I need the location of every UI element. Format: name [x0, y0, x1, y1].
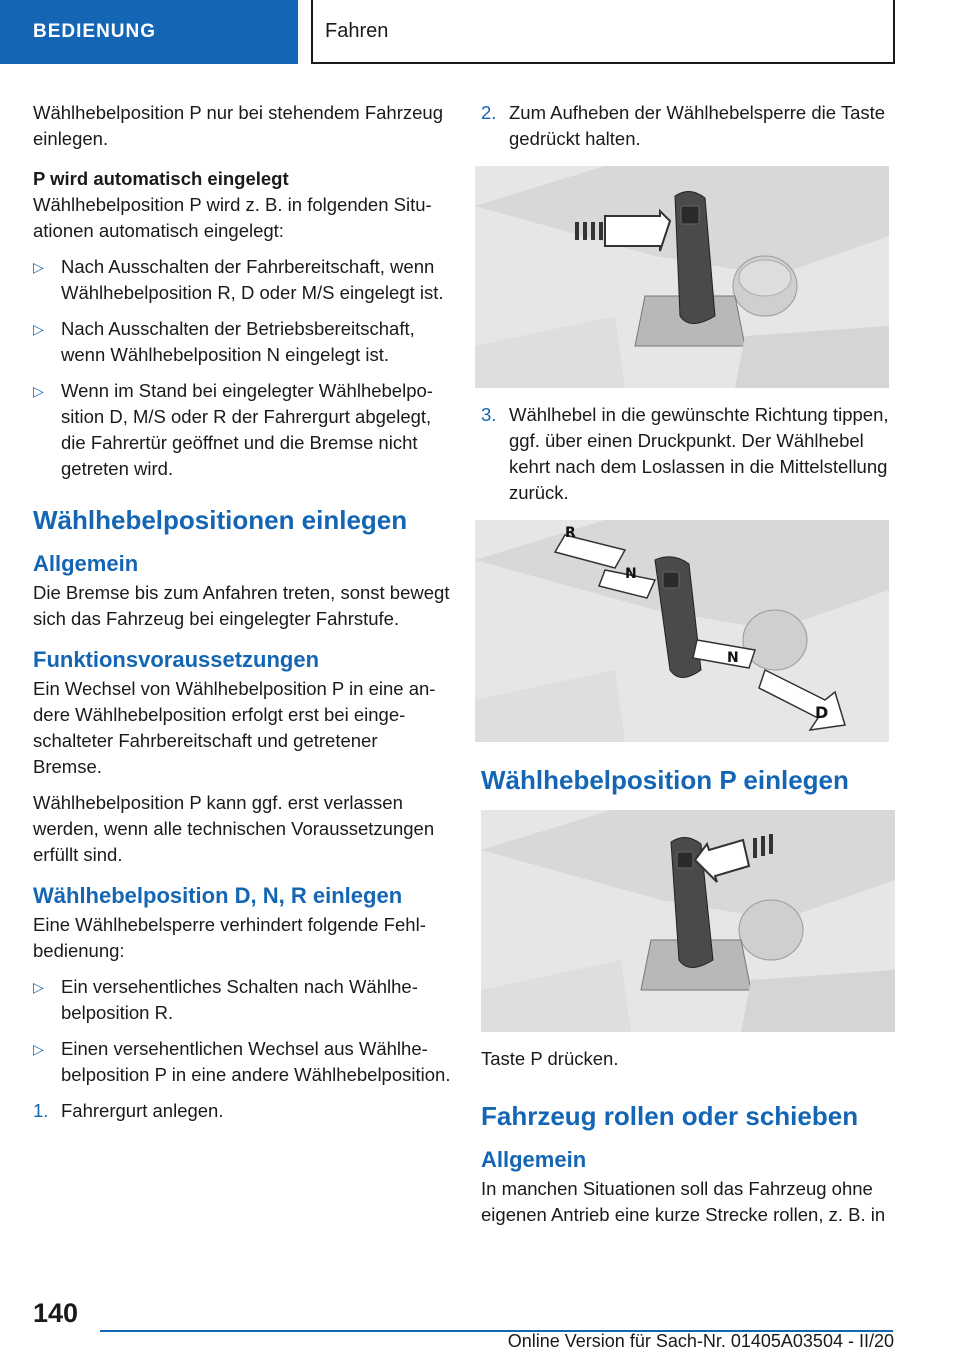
- triangle-bullet-icon: ▷: [33, 1041, 44, 1057]
- main-heading: Wählhebelpositionen einlegen: [33, 505, 408, 535]
- triangle-bullet-icon: ▷: [33, 979, 44, 995]
- step-number: 1.: [33, 1100, 49, 1121]
- triangle-bullet-icon: ▷: [33, 383, 44, 399]
- dnr-text: Eine Wählhebelsperre verhindert folgende Fehlbedienung:: [33, 914, 426, 961]
- direction-label-r: R: [565, 525, 576, 541]
- intro-paragraph: Wählhebelposition P nur bei stehendem Fahrzeug einlegen.: [33, 102, 443, 149]
- list-item: ▷ Einen versehentlichen Wechsel aus Wählhebelposition P in eine andere Wählhebelposition.: [33, 1036, 451, 1088]
- section-tab: [0, 0, 298, 64]
- list-item: ▷ Nach Ausschalten der Betriebsbereitschaft, wenn Wählhebelposition N eingelegt ist.: [33, 316, 451, 368]
- gear-lever-illustration-directions: [475, 520, 889, 742]
- allgemein-heading: Allgemein: [33, 551, 139, 576]
- page-number: 140: [33, 1298, 79, 1328]
- triangle-bullet-icon: ▷: [33, 321, 44, 337]
- triangle-bullet-icon: ▷: [33, 259, 44, 275]
- chapter-label: Fahren: [325, 19, 389, 42]
- section-label: BEDIENUNG: [33, 21, 157, 42]
- step-item: [481, 402, 901, 506]
- funktion-text-2: Wählhebelposition P kann ggf. erst verlassen werden, wenn alle technischen Voraussetzungen erfüllt sind.: [33, 792, 435, 865]
- list-item: ▷ Nach Ausschalten der Fahrbereitschaft, wenn Wählhebelposition R, D oder M/S eingelegt ist.: [33, 254, 451, 306]
- auto-intro: Wählhebelposition P wird z. B. in folgenden Situationen automatisch eingelegt:: [33, 194, 432, 241]
- step-text: Fahrergurt anlegen.: [61, 1100, 224, 1121]
- allgemein-heading-2: Allgemein: [481, 1147, 587, 1172]
- funktion-text-1: Ein Wechsel von Wählhebelposition P in eine andere Wählhebelposition erfolgt erst bei eingeschalteter Fahrbereitschaft und getretener Bremse.: [33, 678, 436, 777]
- online-version-note: Online Version für Sach-Nr. 01405A03504 - II/20: [507, 1331, 894, 1351]
- step-number: 2.: [481, 102, 497, 123]
- step-item: [481, 100, 901, 152]
- dnr-heading: Wählhebelposition D, N, R einlegen: [33, 883, 403, 908]
- gear-lever-illustration-park: [481, 810, 895, 1032]
- direction-label-n-up: N: [625, 566, 637, 582]
- roll-heading: Fahrzeug rollen oder schieben: [481, 1101, 859, 1131]
- right-column: [481, 100, 901, 1238]
- chapter-header: [311, 0, 895, 64]
- gear-lever-illustration-unlock: [475, 166, 889, 388]
- list-item: ▷ Wenn im Stand bei eingelegter Wählhebelposition D, M/S oder R der Fahrergurt abgelegt, die Fahrertür geöffnet und die Bremse nicht getreten wird.: [33, 378, 451, 482]
- direction-label-n-down: N: [727, 650, 739, 666]
- step-text: Zum Aufheben der Wählhebelsperre die Taste gedrückt halten.: [509, 102, 886, 149]
- direction-label-d: D: [815, 703, 829, 722]
- list-item: ▷ Ein versehentliches Schalten nach Wählhebelposition R.: [33, 974, 451, 1026]
- step-item: [33, 1098, 451, 1124]
- auto-heading: P wird automatisch eingelegt: [33, 168, 289, 189]
- step-number: 3.: [481, 404, 497, 425]
- funktion-heading: Funktionsvoraussetzungen: [33, 647, 320, 672]
- roll-text: In manchen Situationen soll das Fahrzeug ohne eigenen Antrieb eine kurze Strecke rollen, z. B. in: [481, 1178, 886, 1225]
- p-instruction: Taste P drücken.: [481, 1048, 619, 1069]
- step-text: Wählhebel in die gewünschte Richtung tippen, ggf. über einen Druckpunkt. Der Wählhebel kehrt nach dem Loslassen in die Mittelstellung zurück.: [509, 404, 889, 503]
- left-column: [33, 100, 451, 1134]
- p-heading: Wählhebelposition P einlegen: [481, 765, 849, 795]
- allgemein-text: Die Bremse bis zum Anfahren treten, sonst bewegt sich das Fahrzeug bei eingelegter Fahrstufe.: [33, 582, 450, 629]
